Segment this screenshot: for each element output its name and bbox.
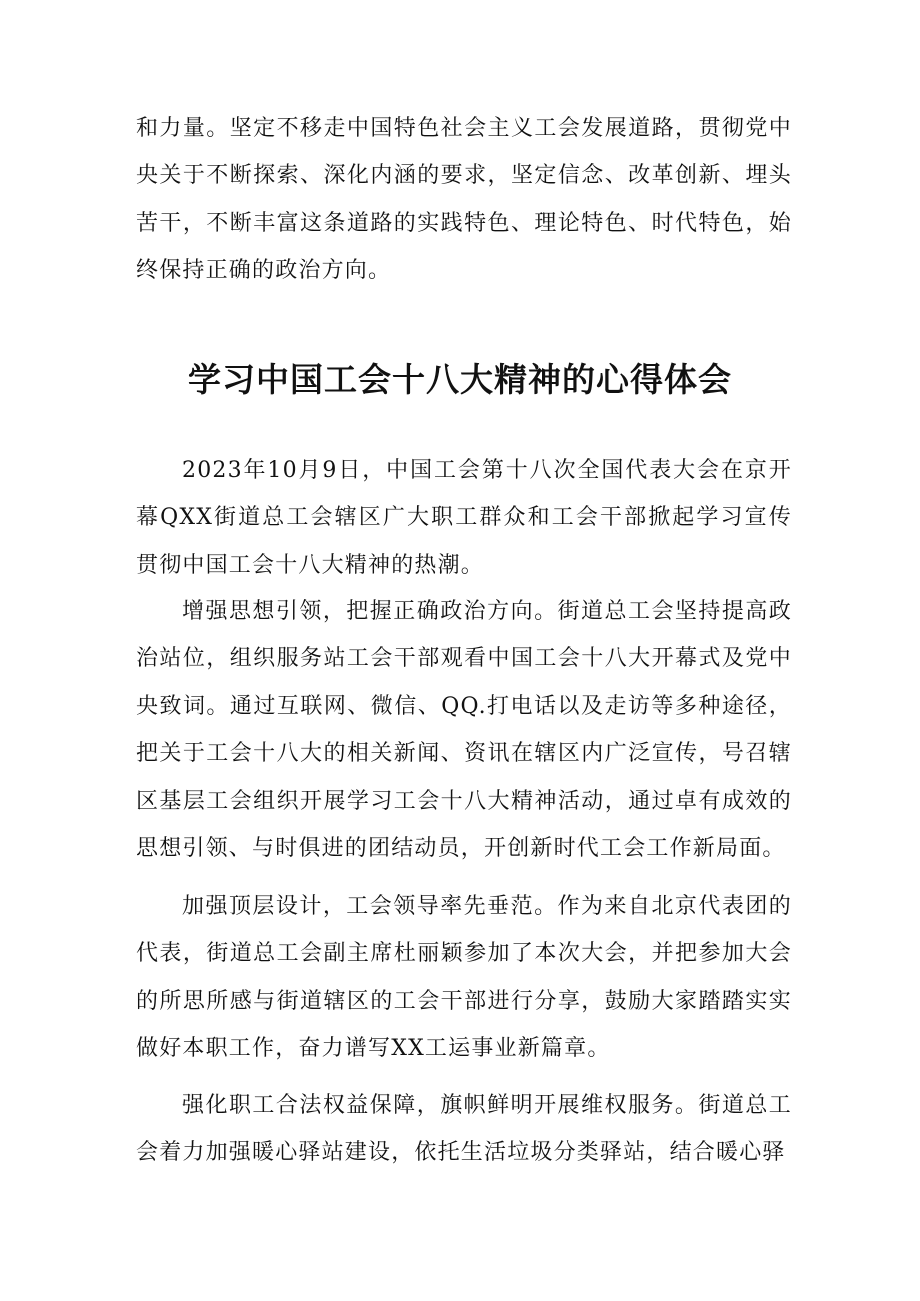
body-paragraph-4: 强化职工合法权益保障，旗帜鲜明开展维权服务。街道总工会着力加强暖心驿站建设，依托生活垃圾分类驿站，结合暖心驿 [136,1093,792,1166]
document-title: 学习中国工会十八大精神的心得体会 [188,360,732,399]
continued-paragraph: 和力量。坚定不移走中国特色社会主义工会发展道路，贯彻党中央关于不断探索、深化内涵的要求，坚定信念、改革创新、埋头苦干，不断丰富这条道路的实践特色、理论特色、时代特色，始终保持正确的政治方向。 [136,116,792,284]
body-paragraph-2: 增强思想引领，把握正确政治方向。街道总工会坚持提高政治站位，组织服务站工会干部观看中国工会十八大开幕式及党中央致词。通过互联网、微信、QQ.打电话以及走访等多种途径，把关于工会十八大的相关新闻、资讯在辖区内广泛宣传，号召辖区基层工会组织开展学习工会十八大精神活动，通过卓有成效的思想引领、与时俱进的团结动员，开创新时代工会工作新局面。 [136,599,792,862]
body-paragraph-3: 加强顶层设计，工会领导率先垂范。作为来自北京代表团的代表，街道总工会副主席杜丽颖参加了本次大会，并把参加大会的所思所感与街道辖区的工会干部进行分享，鼓励大家踏踏实实做好本职工作，奋力谱写XX工运事业新篇章。 [136,894,792,1062]
body-paragraph-1: 2023年10月9日，中国工会第十八次全国代表大会在京开幕QXX街道总工会辖区广大职工群众和工会干部掀起学习宣传贯彻中国工会十八大精神的热潮。 [136,458,792,578]
